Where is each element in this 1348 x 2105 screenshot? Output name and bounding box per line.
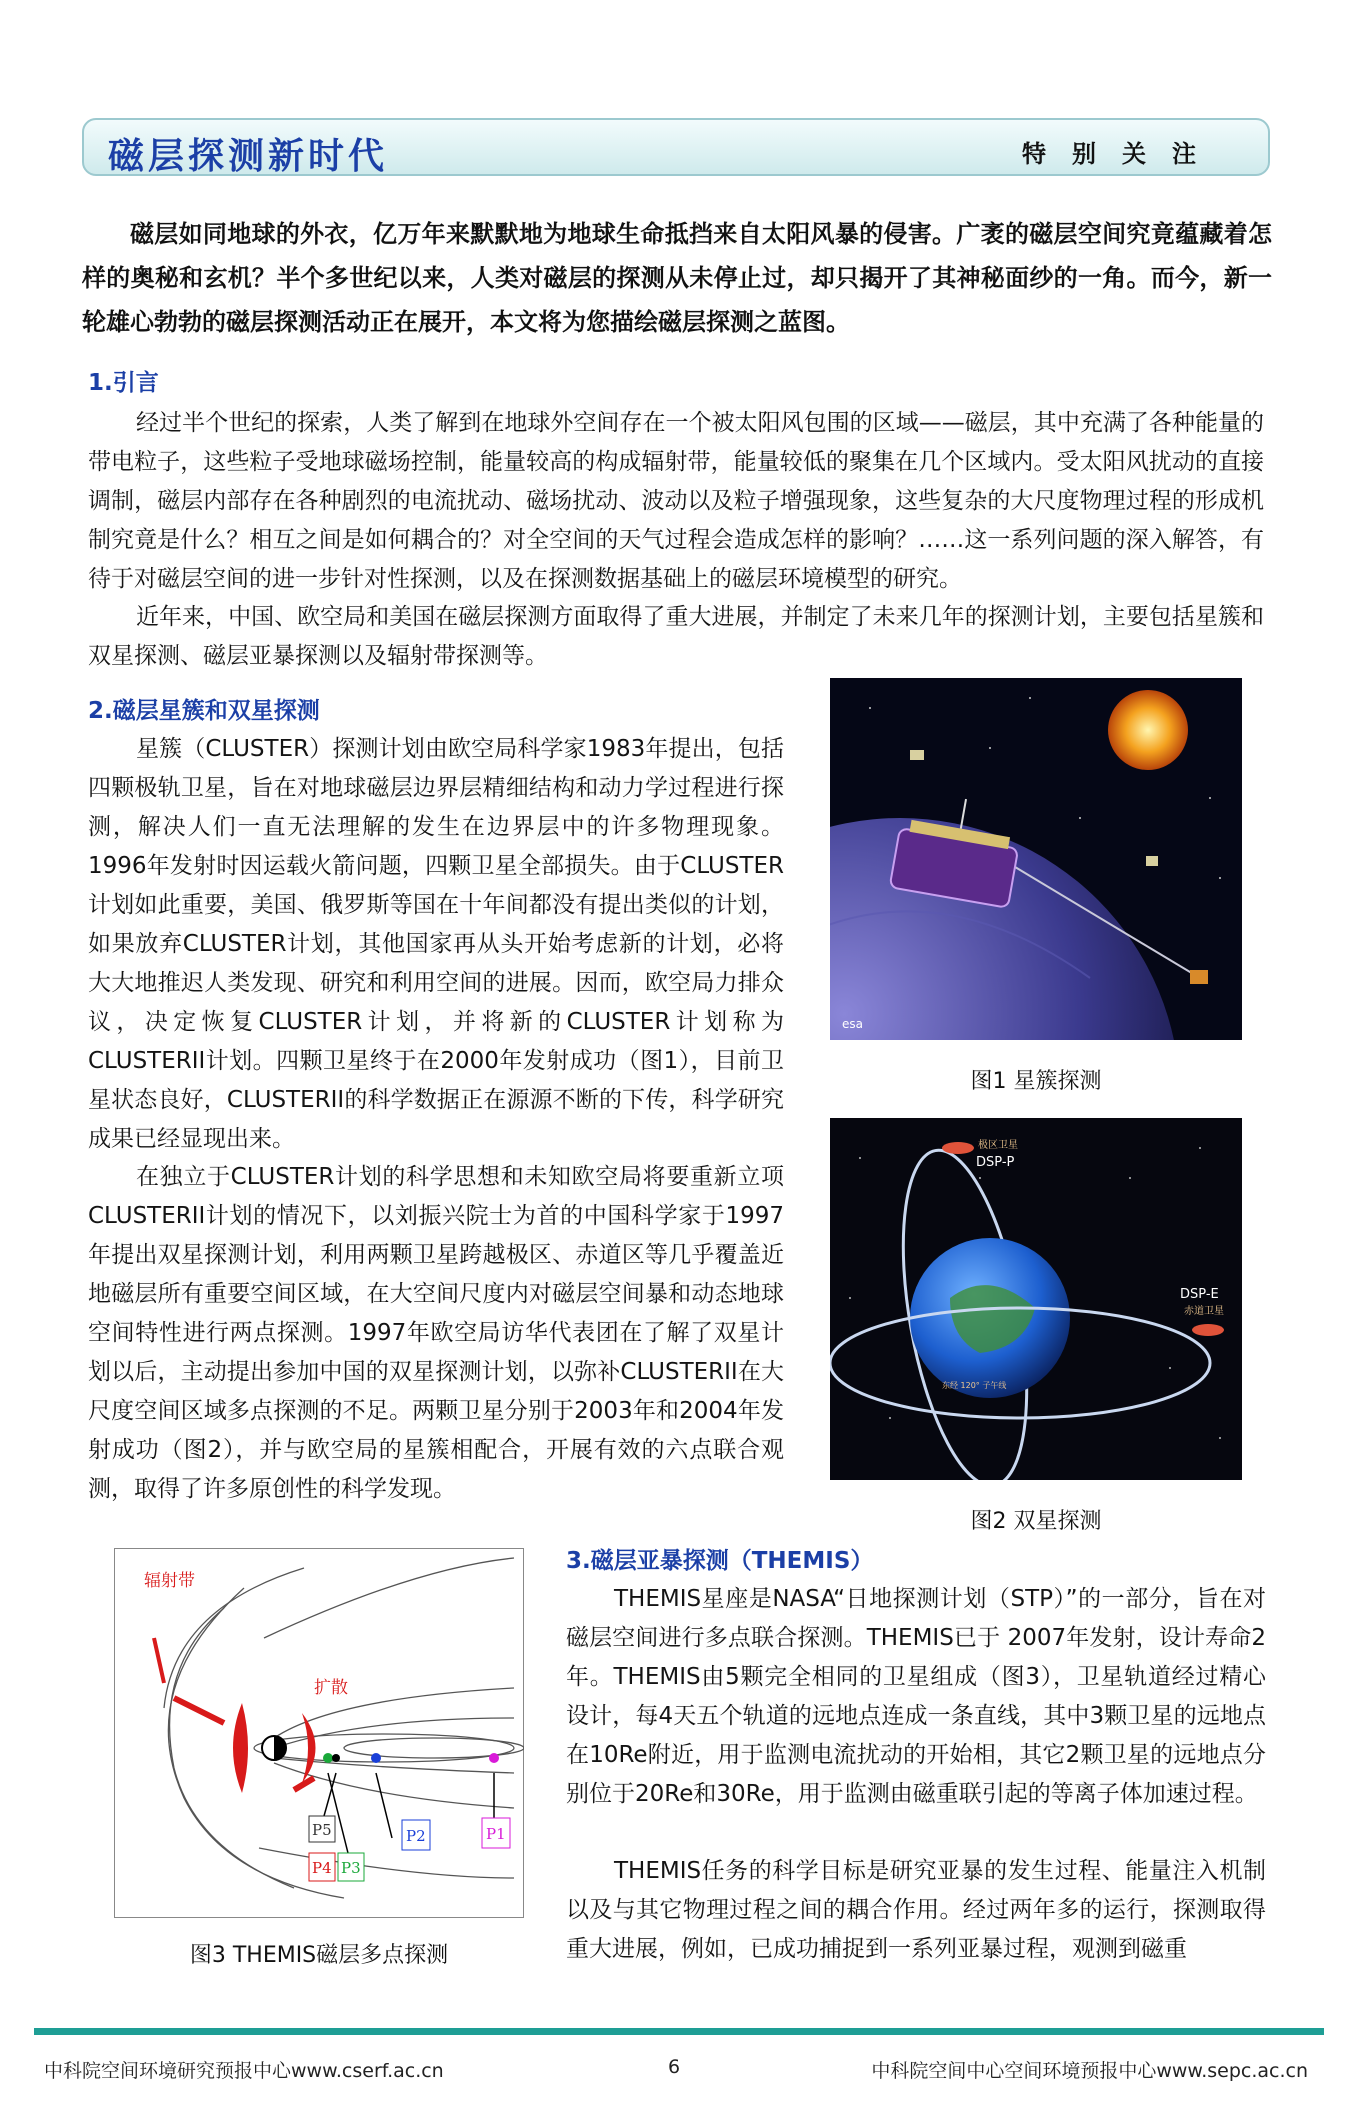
footer-right-text: 中科院空间中心空间环境预报中心www.sepc.ac.cn	[871, 2060, 1308, 2082]
figure-3-caption: 图3 THEMIS磁层多点探测	[189, 1943, 449, 1968]
probe-p2-label: P2	[406, 1827, 426, 1845]
section-1-paragraph-2: 近年来，中国、欧空局和美国在磁层探测方面取得了重大进展，并制定了未来几年的探测计划，主要包括星簇和双星探测、磁层亚暴探测以及辐射带探测等。	[88, 604, 1264, 669]
meridian-label: 东经 120° 子午线	[942, 1381, 1007, 1390]
section-3-paragraph-2: THEMIS任务的科学目标是研究亚暴的发生过程、能量注入机制以及与其它物理过程之间的耦合作用。经过两年多的运行，探测取得重大进展，例如，已成功捕捉到一系列亚暴过程，观测到磁重	[566, 1858, 1266, 1962]
figure-1-caption: 图1 星簇探测	[970, 1069, 1102, 1094]
section-3-title: 3.磁层亚暴探测（THEMIS）	[566, 1548, 874, 1574]
figure-2-caption: 图2 双星探测	[970, 1509, 1102, 1534]
column-tag: 特别关注	[1022, 140, 1222, 168]
page-number: 6	[668, 2056, 681, 2078]
esa-logo: esa	[842, 1017, 863, 1031]
dsp-e-cn-label: 赤道卫星	[1184, 1306, 1224, 1317]
footer-divider	[34, 2028, 1324, 2035]
probe-p3-label: P3	[341, 1859, 361, 1877]
abstract-paragraph: 磁层如同地球的外衣，亿万年来默默地为地球生命抵挡来自太阳风暴的侵害。广袤的磁层空间究竟蕴藏着怎样的奥秘和玄机？半个多世纪以来，人类对磁层的探测从未停止过，却只揭开了其神秘面纱的一角。而今，新一轮雄心勃勃的磁层探测活动正在展开，本文将为您描绘磁层探测之蓝图。	[82, 220, 1272, 336]
page-title: 磁层探测新时代	[108, 136, 389, 177]
figure-2-double-star-image	[830, 1118, 1242, 1480]
section-2-title: 2.磁层星簇和双星探测	[88, 698, 320, 724]
section-3-paragraph-1: THEMIS星座是NASA“日地探测计划（STP）”的一部分，旨在对磁层空间进行多点联合探测。THEMIS已于 2007年发射，设计寿命2年。THEMIS由5颗完全相同的卫星组成（图3），卫星轨道经过精心设计，每4天五个轨道的远地点连成一条直线，其中3颗卫星的远地点在10Re附近，用于监测电流扰动的开始相，其它2颗卫星的远地点分别位于20Re和30Re，用于监测由磁重联引起的等离子体加速过程。	[566, 1586, 1266, 1807]
probe-p1-label: P1	[486, 1825, 506, 1843]
dsp-p-label: DSP-P	[976, 1155, 1015, 1170]
figure-3-themis-diagram	[114, 1548, 524, 1918]
section-2-paragraph-1: 星簇（CLUSTER）探测计划由欧空局科学家1983年提出，包括四颗极轨卫星，旨在对地球磁层边界层精细结构和动力学过程进行探测，解决人们一直无法理解的发生在边界层中的许多物理现象。1996年发射时因运载火箭问题，四颗卫星全部损失。由于CLUSTER计划如此重要，美国、俄罗斯等国在十年间都没有提出类似的计划，如果放弃CLUSTER计划，其他国家再从头开始考虑新的计划，必将大大地推迟人类发现、研究和利用空间的进展。因而，欧空局力排众议，决定恢复CLUSTER计划，并将新的CLUSTER计划称为CLUSTERII计划。四颗卫星终于在2000年发射成功（图1），目前卫星状态良好，CLUSTERII的科学数据正在源源不断的下传，科学研究成果已经显现出来。	[88, 736, 784, 1152]
section-1-paragraph-1: 经过半个世纪的探索，人类了解到在地球外空间存在一个被太阳风包围的区域——磁层，其中充满了各种能量的带电粒子，这些粒子受地球磁场控制，能量较高的构成辐射带，能量较低的聚集在几个区域内。受太阳风扰动的直接调制，磁层内部存在各种剧烈的电流扰动、磁场扰动、波动以及粒子增强现象，这些复杂的大尺度物理过程的形成机制究竟是什么？相互之间是如何耦合的？对全空间的天气过程会造成怎样的影响？……这一系列问题的深入解答，有待于对磁层空间的进一步针对性探测，以及在探测数据基础上的磁层环境模型的研究。	[88, 410, 1264, 592]
probe-p5-label: P5	[312, 1821, 332, 1839]
footer-left-text: 中科院空间环境研究预报中心www.cserf.ac.cn	[44, 2060, 444, 2082]
dsp-e-label: DSP-E	[1180, 1287, 1219, 1302]
diffusion-label: 扩散	[314, 1678, 348, 1698]
radiation-belt-label: 辐射带	[144, 1571, 195, 1591]
probe-p4-label: P4	[312, 1859, 332, 1877]
section-header-bar	[82, 118, 1270, 176]
section-2-paragraph-2: 在独立于CLUSTER计划的科学思想和未知欧空局将要重新立项CLUSTERII计划的情况下，以刘振兴院士为首的中国科学家于1997年提出双星探测计划，利用两颗卫星跨越极区、赤道区等几乎覆盖近地磁层所有重要空间区域，在大空间尺度内对磁层空间暴和动态地球空间特性进行两点探测。1997年欧空局访华代表团在了解了双星计划以后，主动提出参加中国的双星探测计划，以弥补CLUSTERII在大尺度空间区域多点探测的不足。两颗卫星分别于2003年和2004年发射成功（图2），并与欧空局的星簇相配合，开展有效的六点联合观测，取得了许多原创性的科学发现。	[88, 1164, 784, 1502]
figure-1-cluster-image	[830, 678, 1242, 1040]
dsp-p-cn-label: 极区卫星	[978, 1140, 1018, 1151]
section-1-title: 1.引言	[88, 370, 159, 396]
